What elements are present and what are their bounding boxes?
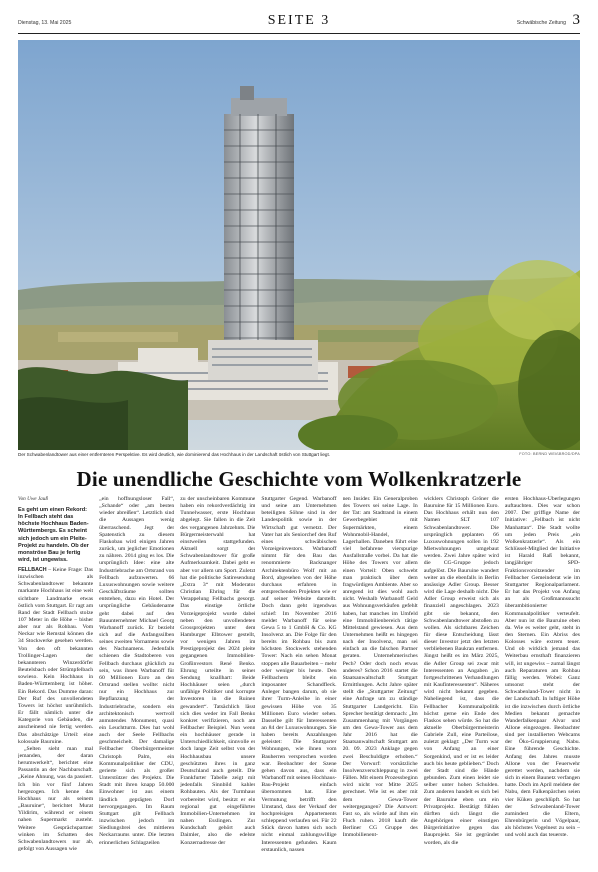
article-column-6 — [424, 496, 499, 860]
caption-text: Der Schwabenlandtower aus einer entfernteren Perspektive. Es wird deutlich, wie dominierend das Hochhaus in der Landschaft östlich von Stuttgart liegt. — [18, 452, 331, 457]
issue-date: Dienstag, 13. Mai 2025 — [18, 20, 72, 26]
dateline: FELLBACH — [18, 566, 47, 573]
page-number: 3 — [572, 12, 580, 28]
article-paragraph: ersten Hochhaus-Überlegungen auftauchten. Dies war schon 2007. Der griffige Name der Initiative: „Fellbach ist nicht Manhattan“. Die Stadt wollte um jeden Preis „ein Wolkenkratzerle“. Als ein Schlüssel-Mitglied der Initiative ist Harald Raß bekannt, langjähriger SPD-Fraktionsvorsitzender im Fellbacher Gemeinderat wie im Stuttgarter Regionalparlament. Er hat das Projekt von Anfang an als Großmannssucht überambitionierter Kommunalpolitiker verteufelt. Aber nun ist die Bauruine eben da. Wie es weiter geht, steht in den Sternen. Ein Abriss des Kolosses wäre extrem teuer. Und ob wirklich jemand das Weiterbau ernsthaft finanzieren will, ist ungewiss – zumal längst auch Reparaturen am Rohbau fällig werden. Wobei: Ganz umsonst steht der Schwabenland-Tower nicht in der Landschaft. In luftiger Höhe ist die inzwischen durch örtliche Medien bekannt gemachte Wanderfalkenpaar Alvar und Allone eingezogen. Beobachter sind per installierten Webcams der Öko-Gruppierung Nabu. Eine führende Geschichte. Anfang des Jahres musste Allone von der Feuerwehr gerettet werden, nachdem sie sich in einem Baunetz verfangen hatte. Doch im April meldete der Nabu, dem Falkenpärchen seien vier Küken geschlüpft. So hat der Schwabenland-Tower zumindest die Eltern, Ehrenbürgerin und Vögelpaar, als höchstes Vogelnest zu sein – und wohl auch das teuerste. — [504, 496, 580, 839]
article-column-7 — [505, 496, 580, 860]
article-column-3 — [180, 496, 255, 860]
photo-caption — [18, 452, 580, 460]
tower-photo — [18, 40, 580, 450]
article-paragraph: wicklers Christoph Gröner die Bauruine für 15 Millionen Euro. Das Hochhaus erhält nun den Namen SLT 107 Schwabenlandtower. Die ursprünglich geplanten 66 Luxuswohnungen sollen in 192 Mietwohnungen umgebaut werden. Zwei Jahre später wird die CG-Gruppe jedoch aufgelöst. Die Bauruine wandert weiter an die ebenfalls in Berlin ansässige Adler Group. Besser wird die Lage deshalb nicht. Die Adler Group erweist sich als finanziell angeschlagen. 2023 gibt sie bekannt, den Schwabenlandtower abstoßen zu wollen. Als sichtbares Zeichen für diese Entscheidung lässt dieser Investor jetzt den letzten verbliebenen Baukran entfernen. Jüngst heißt es im März 2025, die Adler Group sei zwar mit Interessenten an Angaben „in fortgeschrittenen Verhandlungen mit Kaufinteressenten“. Näheres wird nicht bekannt gegeben. Naheliegend ist, dass die Fellbacher Kommunalpolitik höchst gerne ein Ende des Flaskos sehen würde. So hat die aktuelle Oberbürgermeisterin Gabriele Zull, eine Parteilose, zuletzt geklagt: „Der Turm war von Anfang an einer Sorgenkind, und er ist es leider auch bis heute geblieben.“ Doch der Stadt sind die Hände gebunden. Zum einen leidet sie selber unter hohen Schulden. Zum anderen handelt es sich bei der Bauruine eben um ein Privatprojekt. Bestätigt fühlen dürften sich längst die Angehörigen einer einstigen Bürgerinitiative gegen das Bauprojekt. Sie ist gegründet worden, als die — [423, 496, 499, 846]
section-title: SEITE 3 — [267, 13, 331, 28]
article-paragraph — [18, 567, 93, 746]
byline: Von Uwe Jauß — [18, 496, 48, 502]
article-paragraph: zu der unscheinbaren Kommune haben ein rekordverdächtig im Tunnelwasser, erste Hochhaus abgelegt. Sie fallen in die Zeit des vergangenen Jahrzehnts. Die Bürgermeisterwahl hat einstweilen stattgefunden. Aktuell sorgt der Schwabenlandtower für große Aufmerksamkeit. Dabei geht es aber vor allem um Sport. Zuletzt hat die politische Satiresendung „Extra 3“ mit Moderator Christian Ehring für die Verappelung Fellbachs gesorgt. Das einstige örtliche Vorzeigeprojekt wurde dabei neben den unvollendeten Grossprojekten unter dem Hamburger Elbtower gestellt, vor wenigen Jahren im Prestigeprojekt des 2024 pleite gegangenen Immobilien-Großinvestors René Benko. Ehrung urteilte in seiner Sendung knallhart: Beide Hochhäuser seien „durch unfähige Politiker und korrupte Investoren in die Ruinen gewandert“. Tatsächlich lässt sich dies weder im Fall Benko konkret verifizieren, noch am Fellbacher Beispiel. Nun wenn ein hochhäuser gerade in Unterschiedlichkeit, sinnvolle er doch lange Zeit selbst von der Hochhausbau unsere geschützten ihres in ganz Deutschland auch geteilt. Die Frankfurter Tabelle zeigt mit jedenfalls Sinnbild kahler Rohbauten. Als der Turmhaus vorbereitet wird, besitzt er ein regional gut eingeführtes Immobilien-Unternehmen im nahen Esslingen. Zur Kundschaft gehört auch Daimler, also die edelste Konzernadresse der — [180, 496, 256, 846]
article-column-2 — [99, 496, 174, 860]
article-paragraph: nen Insider. Ein Generalproben des Towers sei seine Lage. In der Tat: am Stadtrand in einem Gewerbegebiet mit Supermärkten, einem Wohnmobil-Handel, Lagerhallen. Daneben führt eine viel befahrene vierspurige Ausfallstraße vorbei. Da hat die Höhe des Towers vor allem einen Vorteil: Oben schwebt man praktisch über dem fragwürdigen Ambiente. Aber so anregend ist dies wohl auch nicht. Weshalb Warbanoff Geld aus Wohnungsverkäufen gefehlt haben, hat manches im Umfeld eine Immobilienbereich tätige Mittelstand gewiesen. Aus dem Unternehmen heißt es hingegen nach der Insolvenz, man sei einfach an die falschen Partner geraten. Unternehmerisches Pech? Oder doch noch etwas anderes? Schon 2016 startet die Staatsanwaltschaft Stuttgart Ermittlungen. Acht Jahre später stellt die „Stuttgarter Zeitung“ eine Anfrage um zu ständige Stuttgarter Landgericht. Ein Sprecher bestätigt demnach: „Im Zusammenhang mit Vorgängen um den Gewa-Tower aus dem Jahr 2016 hat die Staatsanwaltschaft Stuttgart am 20. 09. 2023 Anklage gegen zwei Beschuldigte erhoben.“ Der Vorwurf: vorsätzliche Insolvenzverschleppung in zwei Fällen. Mit einem Prozessbeginn wird nicht vor Mitte 2025 gerechnet. Wie ist es aber mit dem Gewa-Tower weitergegangen? Die Antwort: Fast so, als würde auf ihm ein Fluch ruhen. 2018 kauft die Berliner CG Gruppe des Immobilienent- — [342, 496, 418, 839]
article-text: – Keine Frage: Das inzwischen als Schwabenlandtower bekannte markante Hochhaus ist eine weit sichtbare Landmarke etwas östlich vom Stuttgart. Er ragt am Rand der Stadt Fellbach stolze 107 Meter in die Höhe – bisher aber nur als Rohbau. Vom Neckar wie Remstal können die 34 Stockwerke gesehen werden. Von den oft bekannten Trollinger-Lagen der bekannteren Winzerdörfer Beutelsbach oder Strümpfelbach sowieso. Kein Hochhaus in Baden-Württemberg ist höher. Ein Rekord. Das Dumme daran: Der Ruf des unvollendeten Towers ist höchst unrühmlich. Er fällt nämlich unter die Kategorie von Gebäuden, die anscheinend nie fertig werden. Das abschätzige Urteil: eine kolossale Bauruine. — [18, 566, 94, 745]
article-paragraph: „Selten sieht man mal jemanden, der daran herumwerkelt“, berichtet eine Passantin an der Nachbarschaft. „Keine Ahnung, was da passiert. Ich bin vor fünf Jahren hergezogen. Ich kenne das Hochhaus nur als seinem „Bauruine“, berichtet Murat Yildirim, während er einem nahen Supermarkt zusteht. Weitere Gesprächspartner winken im Schatten des Schwabenlandtowers nur ab, gefolgt von Aussagen wie — [18, 745, 94, 852]
article-headline: Die unendliche Geschichte vom Wolkenkratzerle — [76, 467, 522, 491]
tower-photo-illustration — [18, 40, 580, 450]
article-column-4 — [261, 496, 336, 860]
article-paragraph: „ein hoffnungsloser Fall“, „Schande“ oder „am besten wieder abreißen“. Letztlich sind die Aussagen wenig überraschend. Jegt der Spatenstich zu diesem Flaskobau wird einigen Jahren zurück, um jeglicher Emotionen zu nähren. 2014 ging es los. Die ursprünglich Idee: eine alte Industriebrache am Ortsrand von Fellbach aufzuwerten. 66 Luxuswohnungen sowie weitere Geschäftsräume sollten entstehen, dazu ein Hotel. Der ursprüngliche Gebäudename geht dabei auf den Bauunternehmer Michael Georg Warbanoff zurück. Er bezieht sich auf die Anfangssilben seines zweiten Vornamens sowie des Nachnamens. Jedenfalls schienen die Stadtoberen von Fellbach durchaus glücklich zu sein, was ihnen Warbanoff für 60 Millionen Euro an den Ortsrand stellen wollte: nicht nur ein Hochhaus zur Bepflanzung der Industriebrache, sondern ein architektonisch wertvoll anmutendes Monument, quasi ein Leuchtturm. Dies hat wohl auch der Seele Fellbachs geschmeichelt. Der damalige Fellbacher Oberbürgermeister Christoph Palm, ein Kommunalpolitiker der CDU, gerierte sich als großer Unterstützer des Projekts. Die Stadt mit ihren knapp 50.000 Einwohner ist aus einem ländlich geprägten Dorf hervorgegangen. Im Raum Stuttgart gilt Fellbach inzwischen jedoch im Siedlungsbrei des mittleren Neckarraums unter. Die letzten erinnerlichen Schlagzeilen — [99, 496, 175, 846]
article-column-1 — [18, 496, 93, 860]
article-lead: Es geht um einen Rekord: In Fellbach steht das höchste Hochhaus Baden-Württembergs. Es scheint sich jedoch um ein Pleite-Projekt zu handeln. Ob der monströse Bau je fertig wird, ist ungewiss. — [18, 507, 89, 563]
article-column-5 — [343, 496, 418, 860]
page-header — [18, 12, 580, 34]
article-body — [18, 496, 580, 860]
photo-credit: FOTO: BERND WEIßBROD/DPA — [519, 452, 580, 456]
newspaper-name: Schwäbische Zeitung — [516, 20, 566, 26]
article-paragraph: Stuttgarter Gegend. Warbanoff und seine am Unternehmen beteiligten Söhne sind in der Landespolitik sowie in der Wirtschaft gut vernetzt. Der Vater hat als Seniorchef den Ruf eines schwäbischen Vorzeigeinvestors. Warbanoff nimmt für den Bau das renommierte Backnanger Architektenbüro Wolf mit an Bord, abgesehen von der Höhe durchaus erfahren in entsprechenden Projekten wie er auf seiner Website darstellt. Doch dann geht irgendwas schief: Im November 2016 meldet Warbanoff für seine Gewa 5 to 1 GmbH & Co. KG Insolvenz an. Die Folge für den bereits im Rohbau bis zum höchsten Stockwerk stehenden Tower: Nach ein sehen Monat stoppen alle Bauarbeiten – mehr oder weniger bis heute. Den Fellbachern bleibt ein imposanter Schandfleck. Anleger bangen darum, ob sie ihrer Turm-Anleihe in einer gewissen Höhe von 35 Millionen Euro wieder sehen. Dasselbe gilt für Interessenten an 84 der Luxuswohnungen. Sie haben bereits Anzahlungen geleistet: Die Stuttgarter Wohnungen, wie ihnen vom Bauherren versprochen worden war. Beobachter der Szene gehen davon aus, dass ein Warbanoff mit seinen Hochhaus-Bau-Projekt einfach übernommen hat. Eine Vermutung betrifft den Umstand, dass der Verkauf der hochpreisigen Appartements schleppend verlaufen sei. Für 22 Stück davon hatten sich noch nicht einmal zahlungswillige Interessenten gefunden. Kaum erstaunlich, nassen — [261, 496, 337, 853]
